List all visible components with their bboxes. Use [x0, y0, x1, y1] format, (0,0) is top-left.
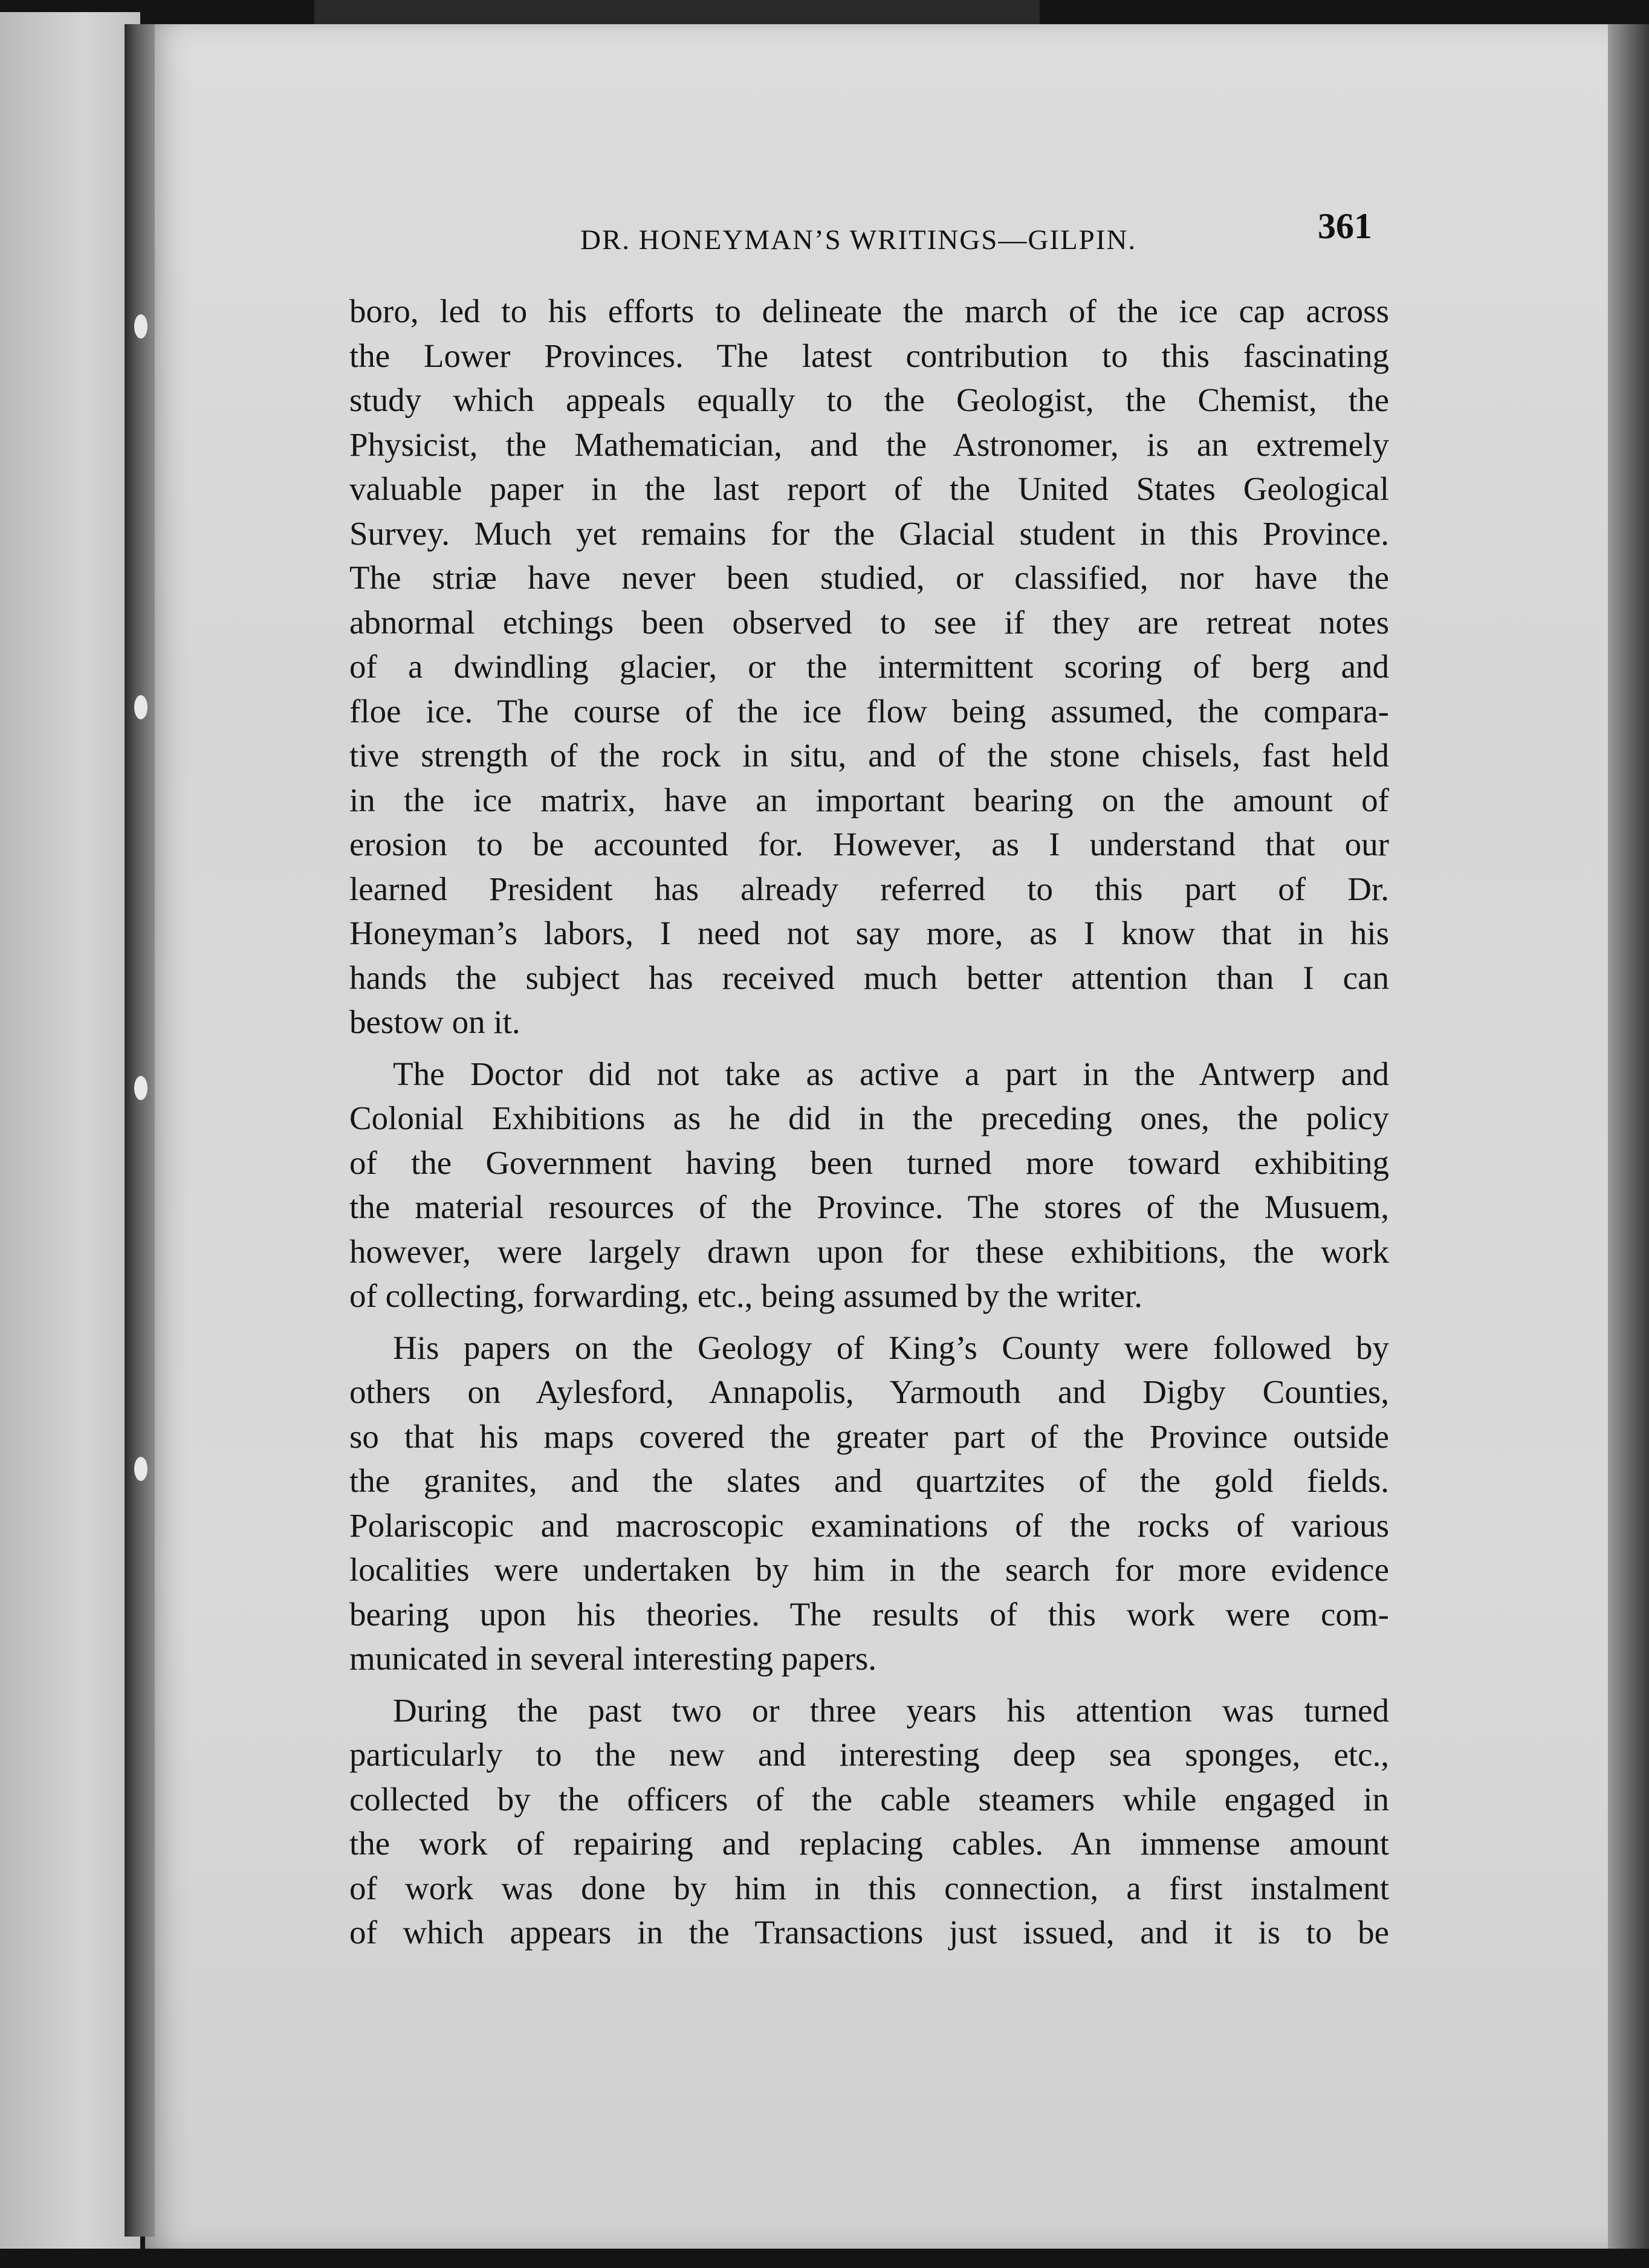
text-line: localities were undertaken by him in the search for more evidence — [349, 1551, 1389, 1588]
text-line: collected by the officers of the cable steamers while engaged in — [349, 1780, 1389, 1818]
text-line: abnormal etchings been observed to see if they are retreat notes — [349, 603, 1389, 641]
page-number: 361 — [1318, 206, 1372, 246]
running-header — [580, 213, 1366, 261]
text-line: erosion to be accounted for. However, as I understand that our — [349, 826, 1389, 863]
text-line: the granites, and the slates and quartzites of the gold fields. — [349, 1462, 1389, 1499]
text-line: of which appears in the Transactions just issued, and it is to be — [349, 1914, 1389, 1951]
text-line: in the ice matrix, have an important bearing on the amount of — [349, 781, 1389, 818]
text-line: His papers on the Geology of King’s County were followed by — [393, 1329, 1389, 1366]
binding-stitch — [134, 695, 147, 719]
text-line: bestow on it. — [349, 1003, 520, 1040]
text-line: of the Government having been turned more toward exhibiting — [349, 1144, 1389, 1181]
text-line: During the past two or three years his attention was turned — [393, 1691, 1389, 1729]
text-line: floe ice. The course of the ice flow being assumed, the compara- — [349, 692, 1389, 730]
text-line: of collecting, forwarding, etc., being assumed by the writer. — [349, 1277, 1142, 1314]
text-line: Colonial Exhibitions as he did in the preceding ones, the policy — [349, 1100, 1389, 1136]
paragraph — [349, 289, 1389, 1045]
paragraph — [349, 1052, 1389, 1318]
running-title: DR. HONEYMAN’S WRITINGS—GILPIN. — [580, 224, 1137, 256]
binding-stitch — [134, 1076, 147, 1100]
text-line: however, were largely drawn upon for these exhibitions, the work — [349, 1233, 1389, 1270]
text-line: Survey. Much yet remains for the Glacial student in this Province. — [349, 514, 1389, 552]
paragraph — [349, 1326, 1389, 1681]
text-line: Polariscopic and macroscopic examinations of the rocks of various — [349, 1506, 1389, 1544]
text-line: bearing upon his theories. The results of this work were com- — [349, 1595, 1389, 1633]
text-line: of work was done by him in this connection, a first instalment — [349, 1869, 1389, 1907]
text-line: The Doctor did not take as active a part in the Antwerp and — [393, 1055, 1389, 1092]
text-line: Honeyman’s labors, I need not say more, as I know that in his — [349, 915, 1389, 951]
binding-stitch — [134, 1457, 147, 1481]
text-line: so that his maps covered the greater part of the Province outside — [349, 1418, 1389, 1455]
page-edge-shadow — [1608, 24, 1649, 2249]
text-line: the material resources of the Province. The stores of the Musuem, — [349, 1188, 1389, 1225]
body-text — [349, 289, 1389, 1955]
text-line: The striæ have never been studied, or classified, nor have the — [349, 559, 1389, 596]
text-line: municated in several interesting papers. — [349, 1640, 877, 1677]
facing-page — [0, 12, 140, 2249]
text-line: hands the subject has received much better attention than I can — [349, 959, 1389, 996]
text-line: others on Aylesford, Annapolis, Yarmouth and Digby Counties, — [349, 1373, 1389, 1410]
text-line: study which appeals equally to the Geologist, the Chemist, the — [349, 381, 1389, 418]
text-line: particularly to the new and interesting deep sea sponges, etc., — [349, 1736, 1389, 1773]
paragraph — [349, 1688, 1389, 1955]
text-line: tive strength of the rock in situ, and of the stone chisels, fast held — [349, 737, 1389, 774]
text-line: valuable paper in the last report of the United States Geological — [349, 470, 1389, 507]
text-line: the work of repairing and replacing cables. An immense amount — [349, 1825, 1389, 1862]
text-line: the Lower Provinces. The latest contribution to this fascinating — [349, 337, 1389, 374]
binding-stitch — [134, 314, 147, 339]
scan-top-shadow — [314, 0, 1040, 24]
binding-gutter — [125, 24, 155, 2237]
text-line: boro, led to his efforts to delineate the march of the ice cap across — [349, 293, 1389, 329]
text-line: Physicist, the Mathematician, and the Astronomer, is an extremely — [349, 426, 1389, 463]
text-line: of a dwindling glacier, or the intermittent scoring of berg and — [349, 648, 1389, 685]
text-line: learned President has already referred to this part of Dr. — [349, 870, 1389, 907]
